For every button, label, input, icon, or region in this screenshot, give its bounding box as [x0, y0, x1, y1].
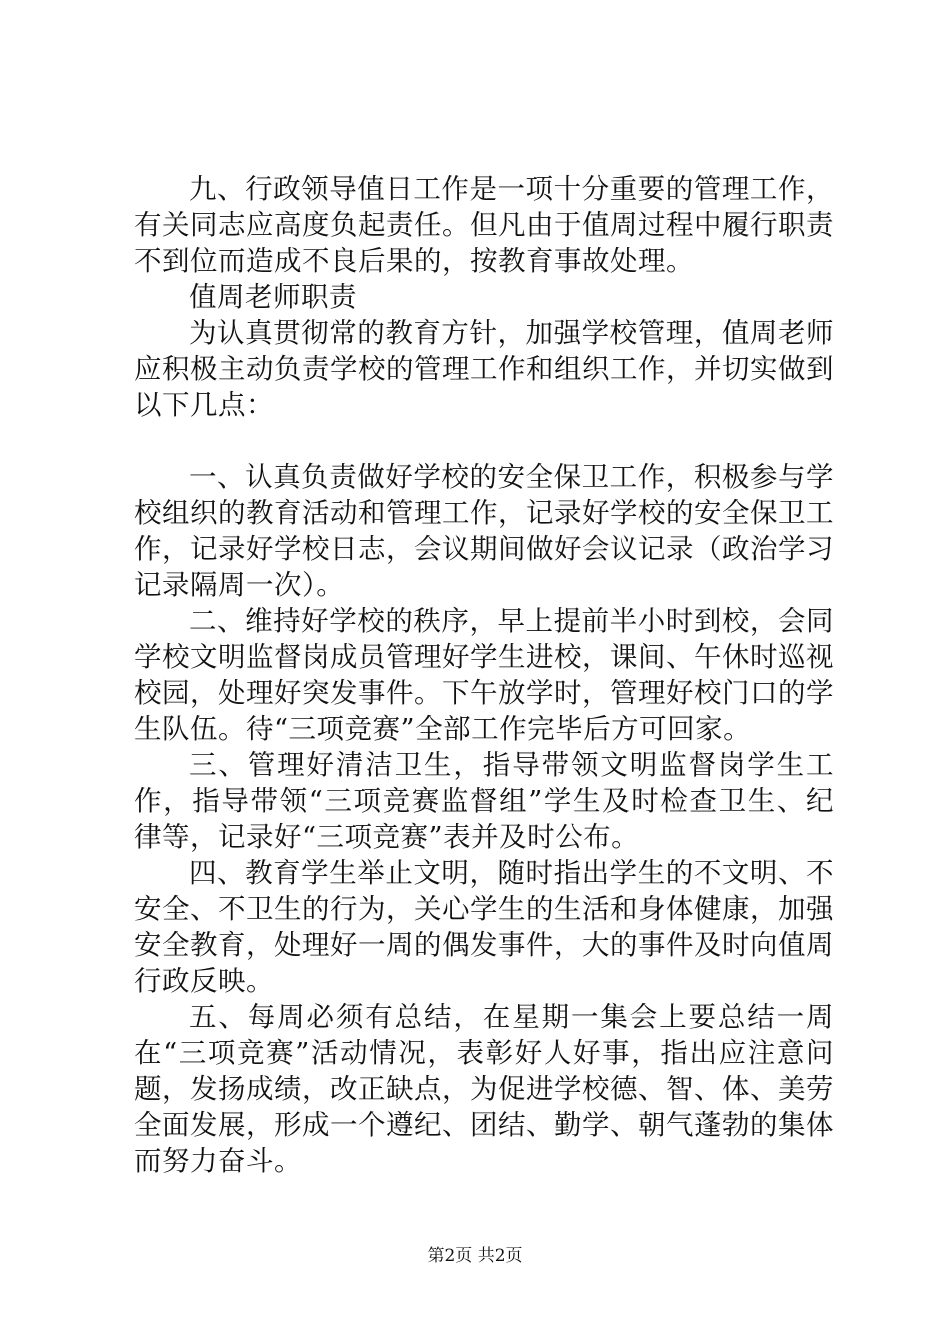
section-heading: 值周老师职责	[189, 281, 357, 313]
duty-item-three: 三、管理好清洁卫生，指导带领文明监督岗学生工作，指导带领“三项竞赛监督组”学生及时检查卫生、纪律等，记录好“三项竞赛”表并及时公布。	[134, 749, 834, 853]
duty-item-five: 五、每周必须有总结，在星期一集会上要总结一周在“三项竞赛”活动情况，表彰好人好事，指出应注意问题，发扬成绩，改正缺点，为促进学校德、智、体、美劳全面发展，形成一个遵纪、团结、勤学、朝气蓬勃的集体而努力奋斗。	[134, 1001, 834, 1177]
duty-item-two: 二、维持好学校的秩序，早上提前半小时到校，会同学校文明监督岗成员管理好学生进校，课间、午休时巡视校园，处理好突发事件。下午放学时，管理好校门口的学生队伍。待“三项竞赛”全部工作完毕后方可回家。	[134, 605, 834, 745]
document-body	[134, 171, 834, 1179]
duty-item-one: 一、认真负责做好学校的安全保卫工作，积极参与学校组织的教育活动和管理工作，记录好学校的安全保卫工作，记录好学校日志，会议期间做好会议记录（政治学习记录隔周一次）。	[134, 461, 834, 601]
paragraph-item-nine: 九、行政领导值日工作是一项十分重要的管理工作，有关同志应高度负起责任。但凡由于值周过程中履行职责不到位而造成不良后果的，按教育事故处理。	[134, 173, 834, 277]
paragraph-spacer	[134, 423, 834, 459]
duty-item-four: 四、教育学生举止文明，随时指出学生的不文明、不安全、不卫生的行为，关心学生的生活和身体健康，加强安全教育，处理好一周的偶发事件，大的事件及时向值周行政反映。	[134, 857, 834, 997]
page-number-footer: 第2页 共2页	[427, 1246, 523, 1266]
intro-paragraph: 为认真贯彻常的教育方针，加强学校管理，值周老师应积极主动负责学校的管理工作和组织工作，并切实做到以下几点：	[134, 317, 834, 421]
